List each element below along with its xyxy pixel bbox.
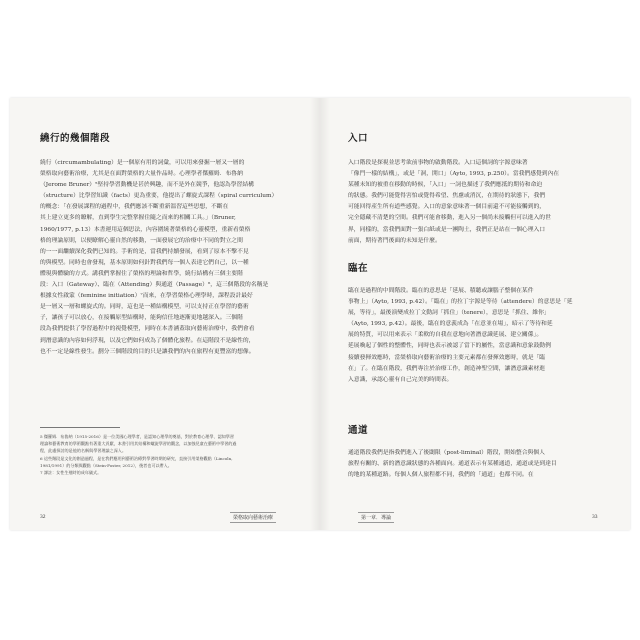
paragraph xyxy=(348,158,602,247)
text-line: 繞行（circumambulating）是一個原有用的詞彙，可以用來發掘一層又一層的 xyxy=(40,160,245,166)
text-line: 根據女性啟蒙（feminine initiation）⁷而來，在學習榮格心理學時，課程設計最好 xyxy=(40,293,253,300)
footnotes xyxy=(40,427,296,476)
page-number-right: 33 xyxy=(592,514,598,520)
text-line: 段：入口（Gateway）、臨在（Attending）與通道（Passage）⁶，這三個階段的名稱是 xyxy=(40,282,269,289)
text-line: （Jerome Bruner）⁵堅持學習動機是甚於興趣，而不是外在競爭，他認為學習結構 xyxy=(40,182,254,189)
text-line: 在」了。在臨在階段，我們專注於治療工作，創造神聖空間，讓潛意識素材進 xyxy=(348,365,546,372)
text-line: 接續發揮效應時，當榮格取向藝術治療的主要元素都在發揮效應時，就是「臨 xyxy=(348,354,546,361)
text-line: （structure）比學習知識（facts）更為重要，他提出了螺旋式課程（spiral curriculum） xyxy=(40,193,278,200)
text-line: 展，等待」，最後演變成拉丁文動詞「抓住」（tenere），意思是「抓住、維你」 xyxy=(348,310,550,317)
text-line: （Ayto, 1993, p.42）。最後，臨在的意義成為「在意並在場」，暗示了等待和延 xyxy=(348,321,553,328)
footnote-line: 理論和藝術教育的學術觀點有著重大貢獻，本書引用其結構和螺旋學習的觀念，以加強兒童在藝術中學習的過 xyxy=(40,441,237,447)
section-title-gateway: 入口 xyxy=(348,133,369,144)
text-line: 入口階段是探視並思考欲前事物的啟動階段。入口這個詞的字源意味著 xyxy=(348,160,528,166)
footnote-line: 5 傑羅姆．布魯納（1915-2016）是一位美國心理學者，是認知心理學的奠基，對於教育心理學、認知學習 xyxy=(40,434,234,439)
footnote-list xyxy=(40,433,296,476)
text-line: 體現與體驗的方式。講我們掌握住了榮格的理論和哲學，繞行結構有三個主要階 xyxy=(40,270,243,277)
paragraph xyxy=(348,448,602,481)
text-line: 通道階段我們是指我們進入了後閾限（post-liminal）階段，開始整合與個人 xyxy=(348,450,545,456)
text-line: 的一一面繼續深化我們已知的。手術的是，當我們持續發展，看到了原本不擊不見 xyxy=(40,248,249,255)
text-line: 旅程有關的、新的潛意識狀態的各種面向。通道表示有某種通道，通道或是到達目 xyxy=(348,461,557,468)
text-line: 的與模型。同時也會發現，基本原則如何針對我們每一個人表達它們自己，以一種 xyxy=(40,259,249,266)
section-attending xyxy=(348,260,602,274)
footnote-line: 6 這些階段是文化的創造過程，是在我們應用到藝術治療對學習時期的研究，直接引用榮格觀點（Lincoln, xyxy=(40,455,233,461)
left-body-text xyxy=(40,158,294,358)
right-page xyxy=(320,98,630,530)
text-line: 事物上」（Ayto, 1993, p.42）。「臨在」的拉丁字源是等待（attendere）的意思是「延 xyxy=(348,299,573,306)
book-spread xyxy=(10,98,630,530)
text-line: 入意識，承認心靈有自己完美的時間表。 xyxy=(348,376,453,383)
text-line: 其上建立更多的瞭解，直到學生完整掌握住隨之而來的相關工具。」（Bruner, xyxy=(40,215,236,222)
text-line: 也不一定是線性發生。劃分三個階段的目的只是讓我們的內在旅程有更豐富的想像。 xyxy=(40,348,255,355)
section-title-passage: 通道 xyxy=(348,425,369,436)
footnote-line: 程，此處探討的是他的名稱與學習理論之深入。 xyxy=(40,448,126,454)
text-line: 「像門一樣的結構」，或是「洞，開口」（Ayto, 1993, p.250）。當我們感覺到內在 xyxy=(348,171,560,178)
running-footer-right: 第一章．導論 xyxy=(358,512,394,523)
text-line: 完全隱藏不清楚的空間。我們可能會移動，進入另一個尚未接觸但可以進入的世 xyxy=(348,215,551,222)
section-gateway xyxy=(348,130,602,144)
paragraph xyxy=(348,286,602,386)
text-line: 子，讓孩子可以放心，在接觸原型結構時，能夠信任地逐漸更地越深入。三個階 xyxy=(40,315,243,322)
gateway-body-text xyxy=(348,158,602,247)
footnote-line: 7 譯註：女性生殖時的成年儀式。 xyxy=(40,469,102,475)
text-line: 1960/1977, p.13）本書運用這個思法，內容圍繞著榮格的心靈模型，重新看榮格 xyxy=(40,226,251,233)
text-line: 界，同樣的，當我們面對一張白紙或是一團陶土，我們正是站在一個心理入口 xyxy=(348,226,546,233)
passage-body-text xyxy=(348,448,602,481)
text-line: 格的理論原則，以便瞭解心靈自然的移動，一面發展它的治療中不同的對立之間 xyxy=(40,237,243,244)
page-number-left: 32 xyxy=(40,514,46,520)
text-line: 是一層又一層和螺旋式的。同時，這也是一種結構模型，可以支持正在學習的藝術 xyxy=(40,304,249,311)
text-line: 延展喚起了個性的整體性，同時也表示被認了當下的屬性，當意識和意象鼓動例 xyxy=(348,343,551,350)
text-line: 的狀態。我們可能覺得害怕或覺得希望、焦慮或消沉，在期待的狀態下，我們 xyxy=(348,193,546,200)
text-line: 展的特質，可以用來表示「柔軟的自我在意地向著潛意識延展、建立關係」。 xyxy=(348,332,543,339)
left-page xyxy=(10,98,320,530)
running-footer-left: 榮格取向藝術治療 xyxy=(230,512,276,523)
text-line: 的概念：「在發展課程的過程中，我們應該不斷重新溫習這些思想，不斷在 xyxy=(40,204,229,211)
footnote-rule xyxy=(40,427,120,428)
text-line: 某種未知的被重在移動的時候，「入口」一詞也描述了我們應抵的期待和命迫 xyxy=(348,182,543,189)
text-line: 臨在是過程的中間階段。臨在的意思是「延展、積聽或讓腦子整個在某件 xyxy=(348,288,534,294)
left-section xyxy=(40,130,294,144)
section-title-attending: 臨在 xyxy=(348,263,369,274)
attending-body-text xyxy=(348,286,602,386)
paragraph xyxy=(40,158,294,358)
text-line: 榮格取向藝術治療，尤其是在面對榮格的大量作品時。心理學者傑羅姆．布魯納 xyxy=(40,171,243,178)
footnote-line: 1981/1991）的分類與觀點（Stein-Foster, 2012），後者也可以帶入。 xyxy=(40,462,172,468)
text-line: 前面，期待著門後面的未知是什麼。 xyxy=(348,237,441,244)
section-title: 繞行的幾個階段 xyxy=(40,133,111,144)
text-line: 可能回得產生所有道些感覺。入口的意象意味著一個目前還不可能接觸到的， xyxy=(348,204,546,211)
text-line: 的地的某種道路。每個人個人旅程都不同，我們的「通道」也都不同。在 xyxy=(348,472,534,479)
section-passage xyxy=(348,422,602,436)
text-line: 到潛意識的內容如何浮現，以及它們如何成為了個體化旅程。在這階段不是線性的， xyxy=(40,337,255,344)
text-line: 段為我們提供了學習過程中的視覺模型，同時在本書涵蓋取向藝術治療中，我們會看 xyxy=(40,326,255,333)
